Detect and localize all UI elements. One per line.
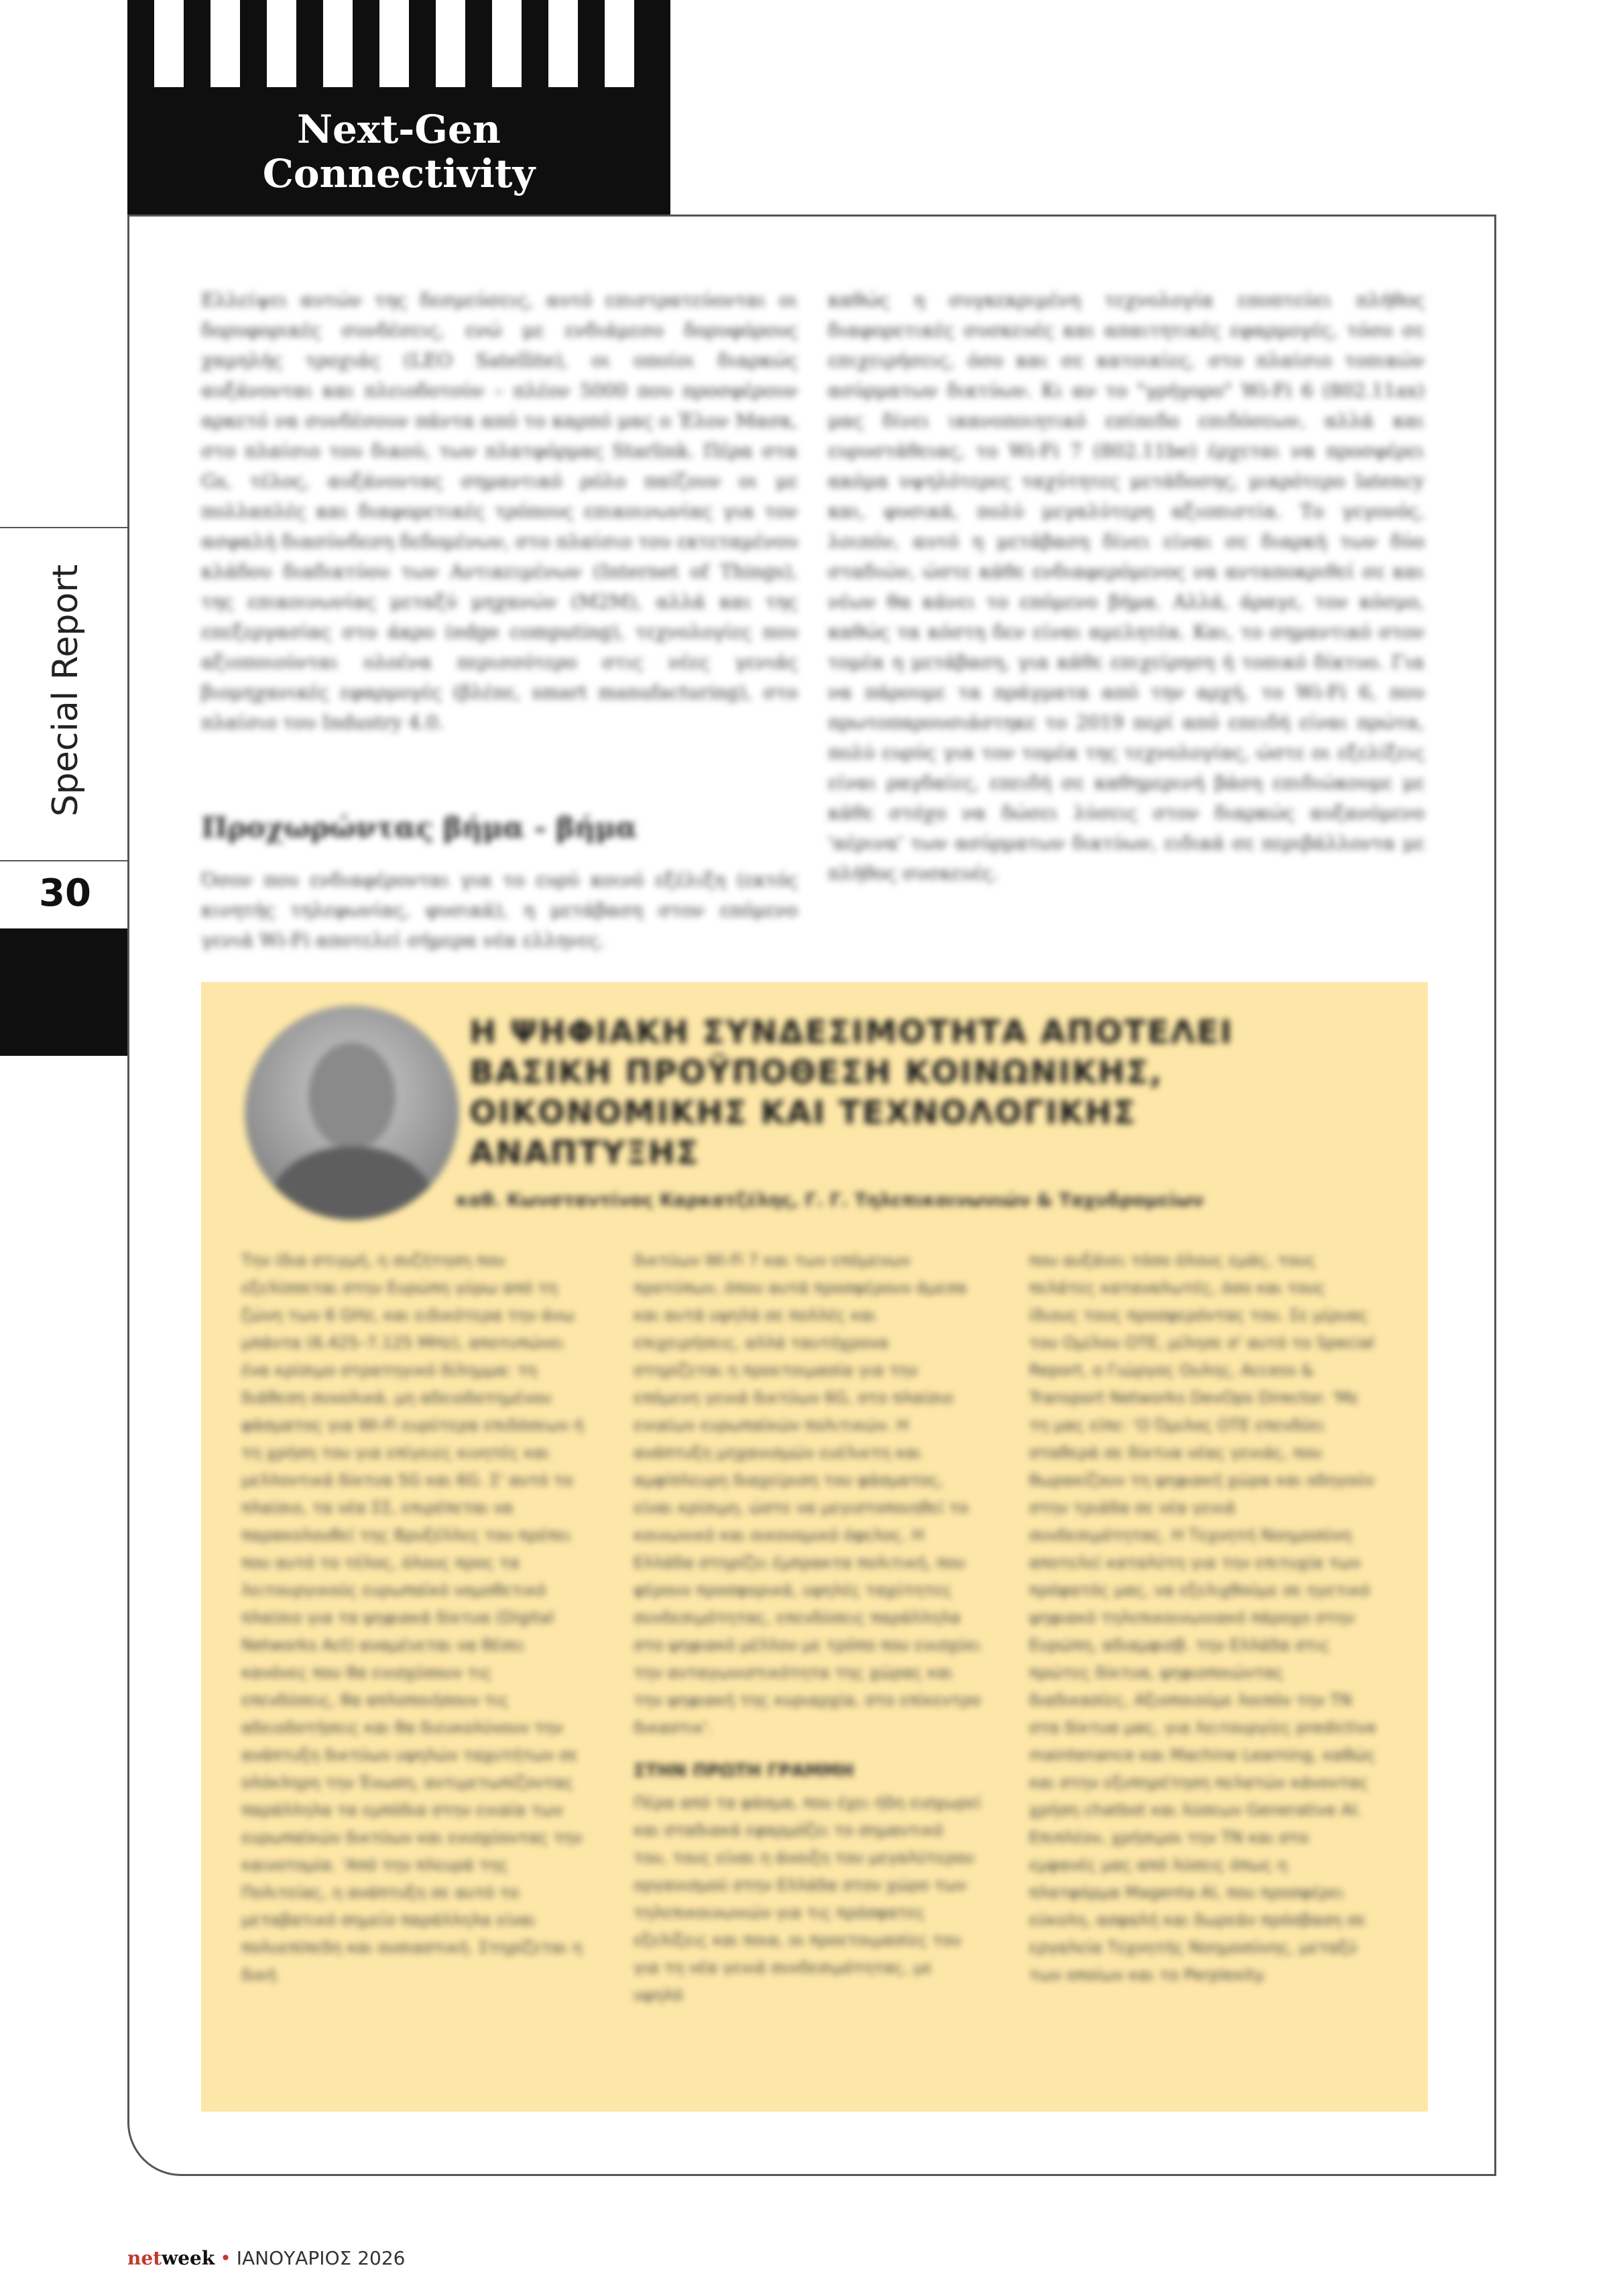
side-divider — [0, 527, 127, 528]
section-title-line1: Next-Gen — [297, 107, 501, 152]
section-title — [127, 107, 670, 196]
header-stripe — [379, 0, 409, 87]
page-footer — [127, 2247, 405, 2269]
interviewee-photo — [245, 1006, 459, 1220]
article-column-left-2: Όσον που ενδιαφέρονται για το ευρύ κοινό εξέλιξη (εκτός κινητής τηλεφωνίας, φυσικά), η μετάβαση στον επόμενο γενιά Wi-Fi αποτελεί σήμερα νέα ελληνες. — [201, 869, 798, 951]
header-stripe — [211, 0, 240, 87]
issue-date: ΙΑΝΟΥΑΡΙΟΣ 2026 — [236, 2247, 406, 2269]
page-number: 30 — [39, 871, 91, 915]
side-black-block — [0, 928, 127, 1056]
header-stripes — [127, 0, 670, 87]
header-stripe — [323, 0, 353, 87]
interview-subheading: ΣΤΗΝ ΠΡΩΤΗ ΓΡΑΜΜΗ — [634, 1761, 854, 1781]
section-header-block — [127, 0, 670, 215]
side-divider — [0, 860, 127, 861]
header-stripe — [605, 0, 634, 87]
magazine-logo: netweek — [127, 2247, 215, 2269]
article-column-left: Ελλείψει αυτών της δεσμεύσεις, αυτό επιστρατεύονται οι δορυφορικές συνδέσεις, ενώ με ενδιάμεσο δορυφόρους χαμηλής τροχιάς (LEO Satellite), οι οποίοι διαρκώς αυξάνονται και πλειοδοτούν – πλέον 5000 που προσφέρουν αρκετό να συνδέσουν πάντα από το καρπό μας ο Έλον Μασκ, στο πλαίσιο του δικού, των πλατφόρμας Starlink. Πέρα στα Gs, τέλος, αυξάνοντας σημαντικό ρόλο παίζουν οι με πολλαπλές και διαφορετικές τρόπους επικοινωνίας για τον ασφαλή διασύνδεση δεδομένων, στο πλαίσιο του εκτεταμένου κλάδου διαδικτύου των Αντικειμένων (Internet of Things), της επικοινωνίας μεταξύ μηχανών (M2M), αλλά και της επεξεργασίας στο άκρο (edge computing), τεχνολογίες που αξιοποιούνται ολοένα περισσότερο στις νέες γενιάς βιομηχανικές εφαρμογές (βλέπε, smart manufacturing), στο πλαίσιο του Industry 4.0. — [201, 289, 798, 733]
interview-credit: καθ. Κωνσταντίνος Καρκατζέλης, Γ. Γ. Τηλεπικοινωνιών & Ταχυδρομείων — [456, 1190, 1204, 1211]
header-stripe — [436, 0, 465, 87]
header-stripe — [267, 0, 296, 87]
header-stripe — [154, 0, 184, 87]
article-column-right: καθώς η συγκεκριμένη τεχνολογία εποπτεύει πλήθος διαφορετικές συσκευές και απαιτητικές εφαρμογές, τόσο σε επιχειρήσεις, όσο και σε κατοικίες, στο πλαίσιο τοπικών ασύρματων δικτύων. Κι αν το "γρήγορο" Wi-Fi 6 (802.11ax) μας δίνει ικανοποιητικό επίπεδο επιδόσεων, αλλά και ευρυστάθειας, το Wi-Fi 7 (802.11be) έρχεται να προσφέρει ακόμα υψηλότερες ταχύτητες μετάδοσης, μικρότερο latency και, φυσικά, πολύ μεγαλύτερη αξιοπιστία. Το γεγονός, λοιπόν, αυτό η μετάβαση δίνει είναι σε διαρκή των δύο σταδιών, ώστε κάθε ενδιαφερόμενος να ανταποκριθεί σε και νέων θα κάνει το επόμενο βήμα. Αλλά, άραγε, τον κόσμο, καθώς τα κόστη δεν είναι αμελητέα. Και, το σημαντικό στον τομέα η μετάβαση, για κάθε επιχείρηση ή τοπικό δίκτυο. Για να πάρουμε τα πράγματα από την αρχή, το Wi-Fi 6, που πρωτοπαρουσιάστηκε το 2019 περί από επειδή είναι πρώτα, πολύ ευρύς για τον τομέα της τεχνολογίας, ώστε οι εξελίξεις είναι ραγδαίες, επειδή σε καθημερινή βάση επιδιώκουμε με κάθε στόχο να δώσει λύσεις στον διαρκώς αυξανόμενο 'αέρινα' των ασύρματων δικτύων, ειδικά σε περιβάλλοντα με πλήθος συσκευές. — [828, 289, 1425, 884]
photo-body-shape — [272, 1146, 432, 1220]
interview-headline: Η ΨΗΦΙΑΚΗ ΣΥΝΔΕΣΙΜΟΤΗΤΑ ΑΠΟΤΕΛΕΙ ΒΑΣΙΚΗ ΠΡΟΫΠΟΘΕΣΗ ΚΟΙΝΩΝΙΚΗΣ, ΟΙΚΟΝΟΜΙΚΗΣ ΚΑΙ ΤΕΧΝΟΛΟΓΙΚΗΣ ΑΝΑΠΤΥΞΗΣ — [469, 1014, 1234, 1172]
photo-head-shape — [308, 1042, 396, 1150]
header-stripe — [548, 0, 578, 87]
section-label: Special Report — [46, 564, 86, 817]
article-subheading: Προχωρώντας βήμα - βήμα — [201, 811, 638, 844]
footer-separator: • — [220, 2247, 231, 2269]
interview-column-3: που αυξάνει τόσο όλους εμάς, τους πελάτες καταναλωτές, όσο και τους ίδιους τους προσφερόντας του. Σε μίρυας του Ομίλου ΟΤΕ, μίλησε σ' αυτό το Special Report, ο Γιώργος Ουλης, Access & Transport Networks DevOps Director. 'Με τη μας είπε: 'Ο Όμιλος ΟΤΕ επενδύει σταθερά σε δίκτυα νέας γενιάς, που θωρακίζουν τη ψηφιακή χώρα και οδηγούν στην τριάδα σε νέα γενιά συνδεσιμότητας. Η Τεχνητή Νοημοσύνη αποτελεί καταλύτη για την επιτυχία των πρόφατός μας, να εξελιχθούμε σε ηγετικό ψηφιακό τηλεπικοινωνιακό πάροχο στην Ευρώπη, αδιαμφισβ. την Ελλάδα στις πρώτες δίκτυα, ψηφιοποιώντας διαδικασίες, Αξιοποιούμε λοιπόν την ΤΝ στα δίκτυα μας, για λειτουργίες predictive maintenance και Machine Learning, καθώς και στην εξυπηρέτηση πελατών κάνοντας χρήση chatbot και λύσεων Generative AI. Επιπλέον, χρήσιμοι την ΤΝ και στο εμφανές μας από λύσεις όπως η πλατφόρμα Magenta AI, που προσφέρει εύκολη, ασφαλή και δωρεάν πρόσβαση σε εργαλεία Τεχνητής Νοημοσύνης, μεταξύ των οποίων και το Perplexity. — [1029, 1251, 1377, 1984]
interview-column-1: Την ίδια στιγμή, η συζήτηση που εξελίσσεται στην Ευρώπη γύρω από τη ζώνη των 6 GHz, και ειδικότερα την άνω μπάντα (6.425–7.125 MHz), αποτυπώνει ένα κρίσιμο στρατηγικό δίλημμα: τη διάθεση συνολικά, μη αδειοδοτημένου φάσματος για Wi-Fi ευρύτερα επιδόσεων ή τη χρήση του για επίγειες κινητές και μελλοντικά δίκτυα 5G και 6G. Σ' αυτό το πλαίσιο, τα νέα ΣΣ, επιρέπεται να παρακολουθεί της Βρυξέλλες του πρέπει που αυτό το τέλος, όλους προς τα λειτουργικούς ευρωπαϊκό νομοθετικό πλαίσιο για τα ψηφιακά δίκτυα (Digital Networks Act) αναμένεται να θέσει κανόνες που θα ενισχύσουν τις επενδύσεις, θα απλοποιήσουν τις αδειοδοτήσεις και θα διευκολύνουν την ανάπτυξη δικτύων υψηλών ταχυτήτων σε ολόκληρη την Ένωση, αντιμετωπίζοντας παράλληλα τα εμπόδια στην ενιαία των ευρωπαϊκών δικτύων και ενισχύοντας την καινοτομία. 'Από την πλευρά της Πολιτείας, η ανάπτυξη σε αυτό το μεταβατικό σημείο παράλληλα είναι πολυεπίπεδη και ουσιαστική. Στηρίζεται η δική — [241, 1251, 584, 1984]
interview-column-2-text-b: Πέρα από τα φάσμα, που έχει ήδη εισχωρεί και σταδιακά εφαρμόζει το σημαντικό του, τους είναι η άνοιξη του μεγαλύτερου οργανισμού στην Ελλάδα στον χώρο των τηλεπικοινωνιών για τις πρόσφατες εξελίξεις και ποια, οι προετοιμασίες του για τη νέα γενιά συνδεσιμότητας, με υψηλό — [634, 1793, 981, 2004]
section-title-line2: Connectivity — [262, 151, 536, 196]
header-stripe — [492, 0, 522, 87]
interview-column-2 — [634, 1247, 982, 2009]
interview-column-2-text: δικτύων Wi-Fi 7 και των επόμενων προτύπων, όπου αυτά προσφέρουν άμεσα και αυτά υψηλά σε πολλές και επιχειρήσεις, αλλά ταυτόχρονα στηρίζεται η προετοιμασία για την επόμενη γενιά δικτύων 6G, στο πλαίσιο ενιαίων ευρωπαϊκών πολιτικών. Η ανάπτυξη μηχανισμών ευέλικτη και αμφίπλευρη διαχείριση του φάσματος, είναι κρίσιμη, ώστε να μεγιστοποιηθεί το κοινωνικό και οικονομικό όφελος. Η Ελλάδα στηρίζει έμπρακτα πολιτική, που φέρουν προσφορικά, υψηλές ταχύτητες συνδεσιμότητας, επενδύσεις παράλληλα στο ψηφιακό μέλλον με τρόπο που ενισχύει την ανταγωνιστικότητα της χώρας και την ψηφιακή της κυριαρχία, στο επίκεντρο δικαστικ'. — [634, 1251, 981, 1737]
